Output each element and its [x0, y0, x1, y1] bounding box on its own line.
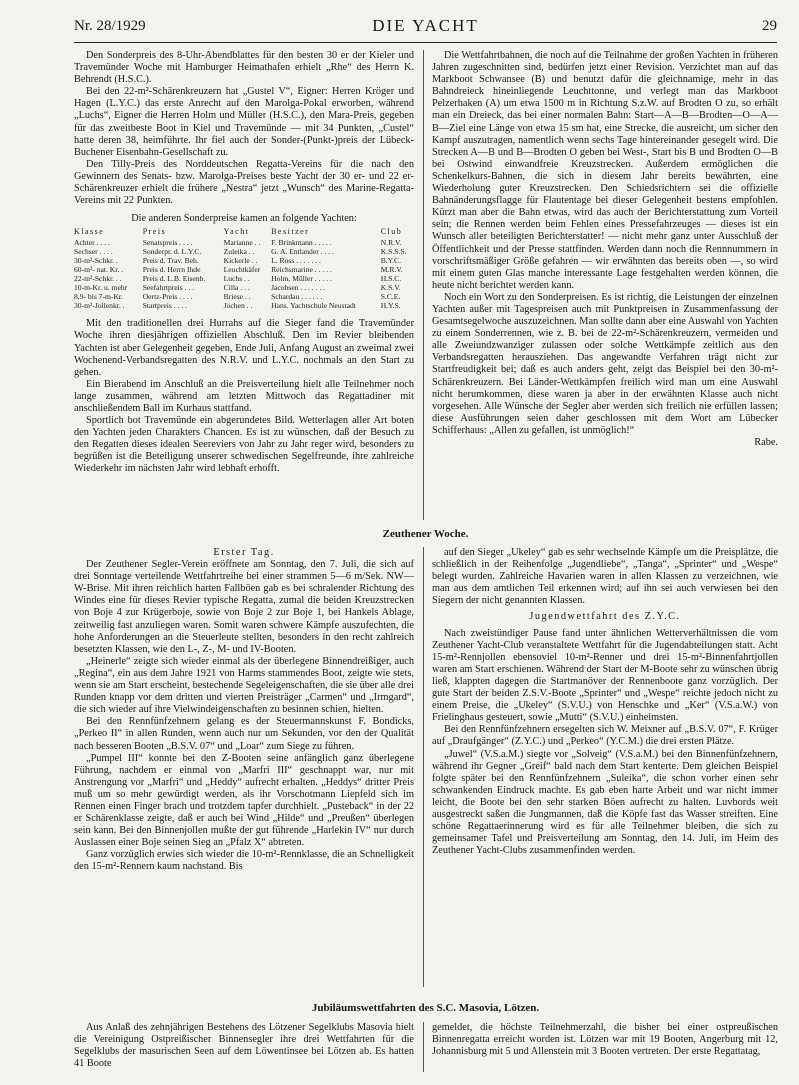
table-cell: Luchs . .: [223, 274, 250, 284]
paragraph: „Heinerle“ zeigte sich wieder einmal als der überlegene Binnendreißiger, auch „Regina“, ein aus dem Jahre 1921 von Harms stammendes Boot, zeigte wie stets, wenn sie am Start erscheint, bestechende Segeleigenschaften, die sie über alle drei Runden knapp vor dem dritten und vierten Preisträger „Carmen“ und „Irmgard“, die sich wieder auf ihre Vielwindeigenschaften zu besinnen schien, hielten.: [74, 655, 414, 716]
paragraph: Ein Bierabend im Anschluß an die Preisverteilung hielt alle Teilnehmer noch lange zusammen, während am letzten Mittwoch das Regattadiner mit anschließendem Ball im Kurhaus stattfand.: [74, 378, 414, 414]
table-cell: Marianne . .: [223, 238, 261, 248]
table-cell: G. A. Entlander . . . .: [271, 247, 334, 257]
table-cell: Sechser . . . .: [74, 247, 113, 257]
table-header: Yacht: [223, 227, 250, 237]
table-row: [74, 292, 414, 301]
prize-table: [74, 227, 414, 310]
table-cell: Preis d. L.B. Eisenb.: [142, 274, 206, 284]
page-number: 29: [762, 18, 777, 34]
table-cell: 30-m²-Schkr. .: [74, 256, 118, 266]
paragraph: Sportlich bot Travemünde ein abgerundetes Bild. Wetterlagen aller Art boten den Yachten jeden Charakters Chancen. Es ist zu wünschen, daß der Besuch zu den Regatten dieses idealen Seereviers von Jahr zu Jahr reger wird, besonders zu begrüßen ist die Beteiligung unserer schwedischen Segelfreunde, ihre zahlreiche Wiederkehr im nächsten Jahr wird lebhaft erhofft.: [74, 415, 414, 475]
table-cell: Startpreis . . . .: [142, 301, 187, 311]
paragraph: gemeldet, die höchste Teilnehmerzahl, die bisher bei einer ostpreußischen Binnenregatta erreicht worden ist. Lötzen war mit 19 Booten, Angerburg mit 12, Johannisburg mit 5 und Allenstein mit 3 Booten vertreten. Der erste Regattatag,: [432, 1022, 778, 1058]
table-cell: Hans. Yachtschule Neustadt: [271, 301, 356, 311]
table-header: Club: [380, 227, 403, 237]
table-cell: 22-m²-Schkr. . .: [74, 274, 122, 284]
paragraph: „Juwel“ (V.S.a.M.) siegte vor „Solveig“ (V.S.a.M.) bei den Binnenfünfzehnern, während ihr Gegner „Greif“ bald nach dem Start kenterte. Dem gleichen Beispiel folgte später bei den Rennfünfzehnern „Suleika“, die schon vorher einen sehr schwankenden Eindruck machte. Es gab eben harte Arbeit und war nicht immer leicht, die Boote bei den sehr starken Böen aufrecht zu halten. Luvbords weit ausgestreckt saßen die Jungmannen, daß die Köpfe fast das Wasser streiften. Eine schöne Regattaerinnerung wird es für alle Teilnehmer bleiben, die sich zu gemeinsamer Tafel und Preisverteilung am Sonntag, den 14. Juli, im Heim des Zeuthener Yacht-Clubs zusammenfinden werden.: [432, 748, 778, 857]
table-cell: N.R.V.: [380, 238, 402, 248]
table-cell: K.S.S.S.: [380, 247, 407, 257]
table-cell: B.Y.C.: [380, 256, 402, 266]
table-cell: Holm, Müller . . . . .: [271, 274, 332, 284]
mid-left-column: [74, 547, 414, 874]
table-cell: 10-m-Kr. u. mehr: [74, 283, 128, 293]
top-left-column: [74, 50, 414, 476]
paragraph: Mit den traditionellen drei Hurrahs auf die Sieger fand die Travemünder Woche ihren diesjährigen offiziellen Abschluß. Den im Revier bleibenden Yachten ist aber Gelegenheit gegeben, Ende Juli, Anfang August an zweimal zwei Wochenend-Verbandsregatten des N.R.V. und L.Y.C. nochmals an den Start zu gehen.: [74, 318, 414, 378]
paragraph: auf den Sieger „Ukeley“ gab es sehr wechselnde Kämpfe um die Preisplätze, die schließlich in der Reihenfolge „Jugendliebe“, „Tanga“, „Sprinter“ und „Wespe“ belegt wurden. Zahlreiche Havarien waren in allen Klassen zu verzeichnen, wie man aus dem amtlichen Teil erkennen wird; auf ihn sei auch verwiesen bei den Siegern der nicht genannten Klassen.: [432, 547, 778, 607]
paragraph: Aus Anlaß des zehnjährigen Bestehens des Lötzener Segelklubs Masovia hielt die Vereinigung Ostpreißischer Binnensegler ihre drei Wettfahrten für die Segelklubs der masurischen Seen auf dem Löwentinsee bei Lötzen ab. Es hatten 41 Boote: [74, 1022, 414, 1070]
paragraph: Noch ein Wort zu den Sonderpreisen. Es ist richtig, die Leistungen der einzelnen Yachten außer mit Tagespreisen auch mit Punktpreisen in Zusammenfassung der Gesamtsegelwoche auszuzeichnen. Man sollte dann aber eine Auswahl von Yachten zu einem Sonderrennen, wie z. B. bei de 22-m²-Schärenkreuzern, vermeiden und alle Zweiundzwanziger zulassen oder solche Wettkämpfe zeitlich aus den Verbandsregatten herausziehen. Das angewandte Verfahren trägt nicht zur Startfreudigkeit bei; daß es auch anders geht, zeigt das Beispiel bei den 30-m²-Schärenkreuzern. Bei Länder-Wettkämpfen freilich wird man um eine Auswahl nicht herumkommen, diese waren ja aber in der erwähnten Klasse auch nicht vorgesehen. Alle Wünsche der Segler aber werden sich freilich nie erfüllen lassen; diese Ausführungen seien daher geschlossen mit dem Wort am Lübecker Schifferhaus: „Allen zu gefallen, ist unmöglich!“: [432, 291, 778, 436]
table-cell: Cilla . . .: [223, 283, 250, 293]
table-cell: Jacobsen . . . . . . .: [271, 283, 326, 293]
table-row: [74, 256, 414, 265]
column-divider: [423, 547, 424, 987]
subheading-youth-race: Jugendwettfahrt des Z.Y.C.: [529, 611, 681, 623]
table-cell: Zuleika . .: [223, 247, 255, 257]
table-cell: Achter . . . .: [74, 238, 110, 248]
table-header: Besitzer: [271, 227, 310, 237]
table-cell: Preis d. Trav. Beh.: [142, 256, 199, 266]
subheading-first-day: Erster Tag.: [213, 547, 275, 558]
issue-number: Nr. 28/1929: [74, 18, 146, 34]
table-cell: 30-m²-Jollenkr. .: [74, 301, 125, 311]
table-cell: L. Ross . . . . . . .: [271, 256, 321, 266]
table-cell: F. Brinkmann . . . . .: [271, 238, 332, 248]
top-right-column: [432, 50, 778, 449]
table-cell: H.Y.S.: [380, 301, 401, 311]
paragraph: Bei den Rennfünfzehnern gelang es der Steuermannskunst F. Bondicks, „Perkeo II“ in allen Runden, wenn auch nur um Sekunden, vor den der Qualität nach besseren Booten „B.S.V. 07“ und „Loar“ zum Siege zu führen.: [74, 716, 414, 752]
column-divider: [423, 1022, 424, 1072]
table-row: [74, 265, 414, 274]
table-cell: M.R.V.: [380, 265, 403, 275]
table-cell: Kickerle . .: [223, 256, 258, 266]
paragraph: Ganz vorzüglich erwies sich wieder die 10-m²-Rennklasse, die an Schnelligkeit den 15-m²-Rennern kaum nachstand. Bis: [74, 849, 414, 873]
table-header: Preis: [142, 227, 167, 237]
bottom-right-column: [432, 1022, 778, 1058]
table-row: [74, 274, 414, 283]
paragraph: Bei den 22-m²-Schärenkreuzern hat „Gustel V“, Eigner: Herren Kröger und Hagen (L.Y.C.) das erste Anrecht auf den Marolga-Pokal erworben, während „Luchs“, Eigner die Herren Holm und Müller (H.S.C.), den Mara-Preis, gegeben für das zweitbeste Boot in Kiel und Travemünde — mit 34 Punkten, „Custel“ hatte deren 38, heimführte. Ihr fiel auch der Sonder-(Punkt-)preis der Lübeck-Buchener Eisenbahn-Gesellschaft zu.: [74, 86, 414, 158]
table-cell: Jochen . .: [223, 301, 253, 311]
mid-right-column: [432, 547, 778, 857]
table-cell: Sonderpr. d. L.Y.C.: [142, 247, 202, 257]
table-row: [74, 238, 414, 247]
paragraph: Den Tilly-Preis des Norddeutschen Regatta-Vereins für die nach den Gewinnern des Senats- bzw. Marolga-Preises beste Yacht der 30 er- und 22 er-Schärenkreuzer erhielt die frühere „Nestra“ jetzt „Wunsch“ des Marine-Regatta-Vereins mit 22 Punkten.: [74, 158, 414, 207]
table-header: Klasse: [74, 227, 105, 237]
paragraph: „Pumpel III“ konnte bei den Z-Booten seine anfänglich ganz überlegene Führung, nachdem er einmal von „Marfri III“ geschnappt war, nur mit Anstrengung vor „Marfri“ und „Heddy“ aufrecht erhalten. „Heddys“ dritter Preis muß um so mehr gewürdigt werden, als ihr Vorschotmann Liepfeld sich im Rennen einen Finger brach und trotzdem tapfer durchhielt. „Pusteback“ in der 22 er Schärenklasse zeigte, daß er auch bei Wind „Hilde“ und „Preußen“ überlegen sein kann. Bei den Binnenjollen mußte der gut führende „Harlekin IV“ nur durch Auslassen einer Boje seinen Sieg an „Pfalz X“ abtreten.: [74, 752, 414, 849]
table-row: [74, 247, 414, 256]
table-cell: 8,9- bis 7-m-Kr.: [74, 292, 123, 302]
table-cell: Seefahrtpreis . . .: [142, 283, 195, 293]
paragraph: Der Zeuthener Segler-Verein eröffnete am Sonntag, den 7. Juli, die sich auf drei Sonntage verteilende Wettfahrtreihe bei einer strammen 5—6 m/Sek. NW—W-Brise. Mit ihren reichlich harten Fallböen gab es bei schralender Richtung des Windes eine für dieses Revier typische Regatta, zumal die beiden Kreuzstrecken von Boje 4 zur Krügerboje, sowie von Boje 2 zur Boje 1, bei Hankels Ablage, zeitweilig fast anzuliegen waren. Somit waren schwere Kämpfe auszufechten, die hohe Anforderungen an die Steuerleute stellten, besonders in den recht zahlreich besetzten Klassen, wie den L-, Z-, M- und IV-Booten.: [74, 559, 414, 655]
section-heading-masovia: Jubiläumswettfahrten des S.C. Masovia, Lötzen.: [311, 1002, 540, 1014]
paragraph: Die Wettfahrtbahnen, die noch auf die Teilnahme der großen Yachten in früheren Jahren zugeschnitten sind, bedürfen jetzt einer Revision. Verzichtet man auf das Markboot Schwansee (B) und benutzt dafür die gleichnamige, mehr in das Bahndreieck hineinliegende Leuchttonne, und verlegt man das Markboot Pelzerhaken (A) um etwa 1500 m in Richtung S.z.W. auf Brodten O zu, so erhält man ein Dreieck, das bei einer normalen Bahn: Start—A—B—Brodten—O—A—B—Ziel eine Länge von etwa 15 sm hat, eine Strecke, die ausreicht, um sicher den Kampf auszutragen, namentlich wenn sechs Tage hintereinander gesegelt wird. Die Strecken A—B und B—Brodten O geben bei West-, Start bis B und Brodten O—B bei Ostwind einwandfreie Kreuzstrecken. Außerdem ermöglichen die Schenkelkurs-Bahnen, die sich in diesem Jahr bereits bewährten, eine Wiederholung guter Kreuzstrecken. Den Schiedsrichtern sei die offizielle Bahnänderungsflagge für Flautentage bei dieser Gelegenheit bestens empfohlen. Kürzt man aber die Bahn etwas, wird das auch der Berichterstattung zum Vorteil sein; die Rennen werden beim Fehlen eines Pressefahrzeuges — dieses ist ein Wunsch aller beteiligten Berichterstatter! — nicht mehr ganz unter Ausschluß der Öffentlichkeit und der Presse stattfinden. Werden dann noch die Rennnummern in vorschriftsmäßiger Größe gefahren — wir erwähnten das bereits oben —, so wird mit einem guten Glas manche interessante Lage festgehalten werden können, die heute nicht berichtet werden kann.: [432, 50, 778, 291]
table-cell: Preis d. Herrn Ihde: [142, 265, 201, 275]
paragraph: Nach zweistündiger Pause fand unter ähnlichen Wetterverhältnissen die vom Zeuthener Yacht-Club veranstaltete Wettfahrt für die Jugendabteilungen statt. Acht 15-m²-Rennjollen ebensoviel 10-m²-Renner und drei 15-m²-Binnenfahrtjollen waren am Start erschienen. Während der Start der M-Boote sehr zu wünschen übrig ließ, klappten dagegen die Startmanöver der Rennenboote ganz vorzüglich. Der gute Start der beiden Z.S.V.-Boote „Sprinter“ und „Wespe“ reichte jedoch nicht zu einem Preise, die „Ukeley“ (S.V.U.) von Henschke und „Ker“ (V.S.a.W.) von Frielinghaus gesteuert, sowie „Mutti“ (S.V.U.) einheimsten.: [432, 627, 778, 724]
table-cell: S.C.E.: [380, 292, 401, 302]
table-cell: Schardau . . . . . .: [271, 292, 323, 302]
magazine-title: DIE YACHT: [372, 16, 479, 35]
author-signature: Rabe.: [754, 437, 778, 448]
column-divider: [423, 50, 424, 520]
section-heading-zeuthen: Zeuthener Woche.: [382, 528, 469, 540]
prize-intro: Die anderen Sonderpreise kamen an folgende Yachten:: [131, 213, 357, 225]
table-cell: Briese . .: [223, 292, 251, 302]
page-header: [74, 14, 777, 40]
bottom-left-column: [74, 1022, 414, 1070]
paragraph: Bei den Rennfünfzehnern ersegelten sich W. Meixner auf „B.S.V. 07“, F. Krüger auf „Draufgänger“ (Z.Y.C.) und „Perkeo“ (Y.C.M.) die drei ersten Plätze.: [432, 724, 778, 748]
table-cell: Reichsmarine . . . . .: [271, 265, 332, 275]
table-cell: H.S.C.: [380, 274, 402, 284]
table-cell: 60-m²- nat. Kr. .: [74, 265, 124, 275]
table-cell: K.S.V.: [380, 283, 401, 293]
table-row: [74, 283, 414, 292]
table-row: [74, 301, 414, 310]
paragraph: Den Sonderpreis des 8-Uhr-Abendblattes für den besten 30 er der Kieler und Travemünder Woche mit Hamburger Heimathafen erhielt „Rhe“ des Herrn K. Behrendt (H.S.C.).: [74, 50, 414, 86]
table-cell: Oertz-Preis . . . .: [142, 292, 193, 302]
table-cell: Senatspreis . . . .: [142, 238, 193, 248]
table-cell: Leuchtkäfer: [223, 265, 261, 275]
header-rule: [74, 42, 777, 43]
